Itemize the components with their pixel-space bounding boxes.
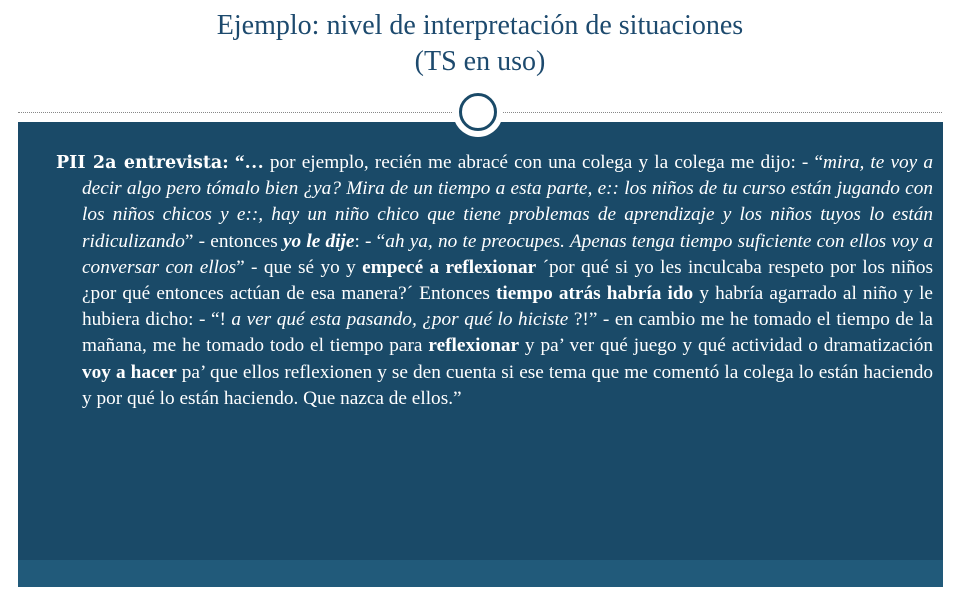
quote-segment: y habría agarrado al niño y le hubiera dicho: - “! <box>82 283 933 331</box>
quote-emphasis: voy a hacer <box>82 361 177 383</box>
quote-emphasis: yo le dije <box>282 230 355 252</box>
quote-segment: ” - que sé yo y <box>236 256 363 278</box>
interview-label: PII 2a entrevista: <box>56 153 229 173</box>
quote-segment: ´por qué si yo les inculcaba respeto por los niños ¿por qué entonces actúan de esa manera?´ Entonces <box>82 256 933 305</box>
quote-segment: : - “ <box>354 230 386 252</box>
content-panel-footer-band <box>18 560 943 587</box>
quote-segment: pa’ que ellos reflexionen y se den cuenta si ese tema que me comentó la colega lo están haciendo y por qué lo están haciendo. Que nazca de ellos.” <box>82 361 933 409</box>
quote-segment: y pa’ ver qué juego y qué actividad o dramatización <box>519 335 933 357</box>
quote-italic-segment: ah ya, no te preocupes. Apenas tenga tiempo suficiente con ellos voy a conversar con ellos <box>82 230 933 278</box>
quote-segment: ?!” - en cambio me he tomado el tiempo de la mañana, me he tomado todo el tiempo para <box>82 309 933 357</box>
quote-emphasis: reflexionar <box>428 335 520 357</box>
quote-emphasis: tiempo atrás habría ido <box>495 283 694 305</box>
interview-quote <box>56 150 933 412</box>
quote-emphasis: empecé a reflexionar <box>362 256 537 278</box>
quote-italic-segment: mira, te voy a decir algo pero tómalo bien ¿ya? Mira de un tiempo a esta parte, e:: los niños de tu curso están jugando con los niños chicos y e::, hay un niño chico que tiene problemas de aprendizaje y los niños tuyos lo están ridiculizando <box>82 152 933 252</box>
slide-title-line-2: (TS en uso) <box>414 46 546 77</box>
circle-ornament-icon <box>453 87 503 137</box>
slide-title-line-1: Ejemplo: nivel de interpretación de situaciones <box>216 10 744 41</box>
quote-open: “… <box>228 152 270 173</box>
quote-italic-segment: a ver qué esta pasando, ¿por qué lo hiciste <box>231 309 569 331</box>
quote-segment: por ejemplo, recién me abracé con una colega y la colega me dijo: - “ <box>269 152 824 173</box>
slide-title <box>0 8 960 80</box>
quote-segment: ” - entonces <box>184 230 283 252</box>
